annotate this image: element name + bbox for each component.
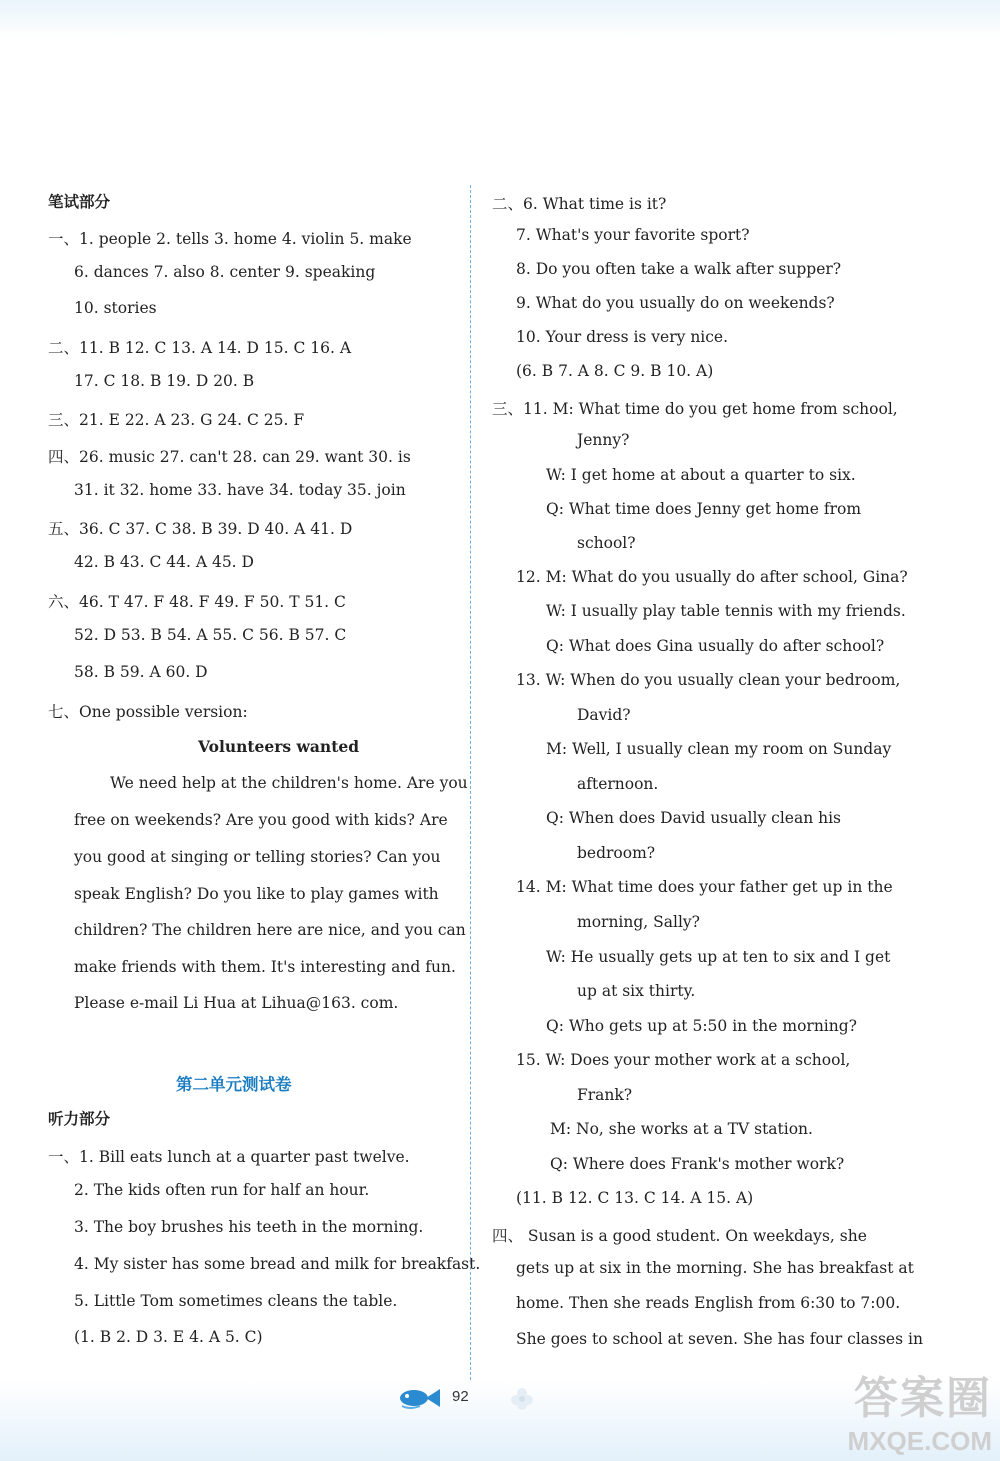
dialogue-line: Jenny? — [577, 431, 630, 449]
unit-title: 第二单元测试卷 — [176, 1075, 292, 1094]
answer-line: 六、46. T 47. F 48. F 49. F 50. T 51. C — [48, 593, 346, 611]
dialogue-line: W: I get home at about a quarter to six. — [546, 466, 856, 484]
dialogue-line: 12. M: What do you usually do after school, Gina? — [516, 568, 908, 586]
dialogue-line: 15. W: Does your mother work at a school, — [516, 1051, 851, 1069]
dialogue-line: Frank? — [577, 1086, 633, 1104]
section-listening: 听力部分 — [48, 1110, 111, 1128]
dialogue-line: David? — [577, 706, 631, 724]
passage-line: She goes to school at seven. She has four classes in — [516, 1330, 923, 1348]
fish-decoration-icon — [396, 1384, 444, 1412]
answer-line: 42. B 43. C 44. A 45. D — [74, 553, 254, 571]
passage-line: 四、 Susan is a good student. On weekdays, she — [492, 1227, 867, 1245]
dialogue-line: up at six thirty. — [577, 982, 696, 1000]
answer-line: 17. C 18. B 19. D 20. B — [74, 372, 255, 390]
answer-line: 7. What's your favorite sport? — [516, 226, 750, 244]
essay-line: free on weekends? Are you good with kids? Are — [74, 811, 448, 829]
listening-line: 一、1. Bill eats lunch at a quarter past twelve. — [48, 1148, 410, 1166]
watermark-url: MXQE.COM — [847, 1426, 992, 1456]
dialogue-line: afternoon. — [577, 775, 659, 793]
essay-line: make friends with them. It's interesting and fun. — [74, 958, 456, 976]
dialogue-line: Q: What time does Jenny get home from — [546, 500, 862, 518]
left-column — [0, 0, 481, 1461]
answer-line: 三、21. E 22. A 23. G 24. C 25. F — [48, 411, 305, 429]
watermark-cn: 答案圈 — [854, 1373, 992, 1424]
passage-line: gets up at six in the morning. She has breakfast at — [516, 1259, 914, 1277]
dialogue-line: 三、11. M: What time do you get home from school, — [492, 400, 898, 418]
answer-line: 二、6. What time is it? — [492, 195, 667, 213]
listening-line: 4. My sister has some bread and milk for breakfast. — [74, 1255, 481, 1273]
essay-line: Please e-mail Li Hua at Lihua@163. com. — [74, 994, 399, 1012]
right-column — [470, 0, 1000, 1461]
dialogue-line: morning, Sally? — [577, 913, 700, 931]
dialogue-line: Q: When does David usually clean his — [546, 809, 842, 827]
listening-line: 2. The kids often run for half an hour. — [74, 1181, 370, 1199]
dialogue-line: school? — [577, 534, 636, 552]
dialogue-line: Q: What does Gina usually do after school? — [546, 637, 885, 655]
dialogue-line: Q: Who gets up at 5:50 in the morning? — [546, 1017, 857, 1035]
answer-line: 58. B 59. A 60. D — [74, 663, 208, 681]
essay-line: you good at singing or telling stories? Can you — [74, 848, 441, 866]
essay-line: children? The children here are nice, and you can — [74, 921, 466, 939]
dialogue-line: Q: Where does Frank's mother work? — [550, 1155, 845, 1173]
answer-line: 五、36. C 37. C 38. B 39. D 40. A 41. D — [48, 520, 353, 538]
watermark — [848, 1362, 992, 1457]
dialogue-line: W: He usually gets up at ten to six and I get — [546, 948, 891, 966]
passage-line: home. Then she reads English from 6:30 to 7:00. — [516, 1294, 901, 1312]
answer-line: 一、1. people 2. tells 3. home 4. violin 5. make — [48, 230, 412, 248]
answer-line: 10. Your dress is very nice. — [516, 328, 729, 346]
answer-line: 8. Do you often take a walk after supper? — [516, 260, 842, 278]
listening-line: (1. B 2. D 3. E 4. A 5. C) — [74, 1328, 263, 1346]
answer-line: 31. it 32. home 33. have 34. today 35. join — [74, 481, 406, 499]
dialogue-line: 13. W: When do you usually clean your bedroom, — [516, 671, 901, 689]
answer-line: (11. B 12. C 13. C 14. A 15. A) — [516, 1189, 754, 1207]
dialogue-line: M: Well, I usually clean my room on Sunday — [546, 740, 892, 758]
answer-line: 四、26. music 27. can't 28. can 29. want 30. is — [48, 448, 411, 466]
dialogue-line: M: No, she works at a TV station. — [550, 1120, 813, 1138]
answer-line: 52. D 53. B 54. A 55. C 56. B 57. C — [74, 626, 347, 644]
listening-line: 5. Little Tom sometimes cleans the table. — [74, 1292, 398, 1310]
dialogue-line: 14. M: What time does your father get up in the — [516, 878, 893, 896]
essay-line: speak English? Do you like to play games with — [74, 885, 439, 903]
page-number: 92 — [452, 1388, 469, 1405]
listening-line: 3. The boy brushes his teeth in the morning. — [74, 1218, 424, 1236]
answer-line: 七、One possible version: — [48, 703, 248, 721]
answer-line: 二、11. B 12. C 13. A 14. D 15. C 16. A — [48, 339, 352, 357]
flower-decoration-icon — [508, 1385, 536, 1413]
essay-line: We need help at the children's home. Are you — [110, 774, 468, 792]
section-written: 笔试部分 — [48, 193, 111, 211]
essay-title: Volunteers wanted — [198, 737, 360, 756]
dialogue-line: W: I usually play table tennis with my friends. — [546, 602, 906, 620]
answer-line: 6. dances 7. also 8. center 9. speaking — [74, 263, 376, 281]
answer-line: 10. stories — [74, 299, 157, 317]
answer-line: 9. What do you usually do on weekends? — [516, 294, 835, 312]
dialogue-line: bedroom? — [577, 844, 656, 862]
answer-line: (6. B 7. A 8. C 9. B 10. A) — [516, 362, 714, 380]
